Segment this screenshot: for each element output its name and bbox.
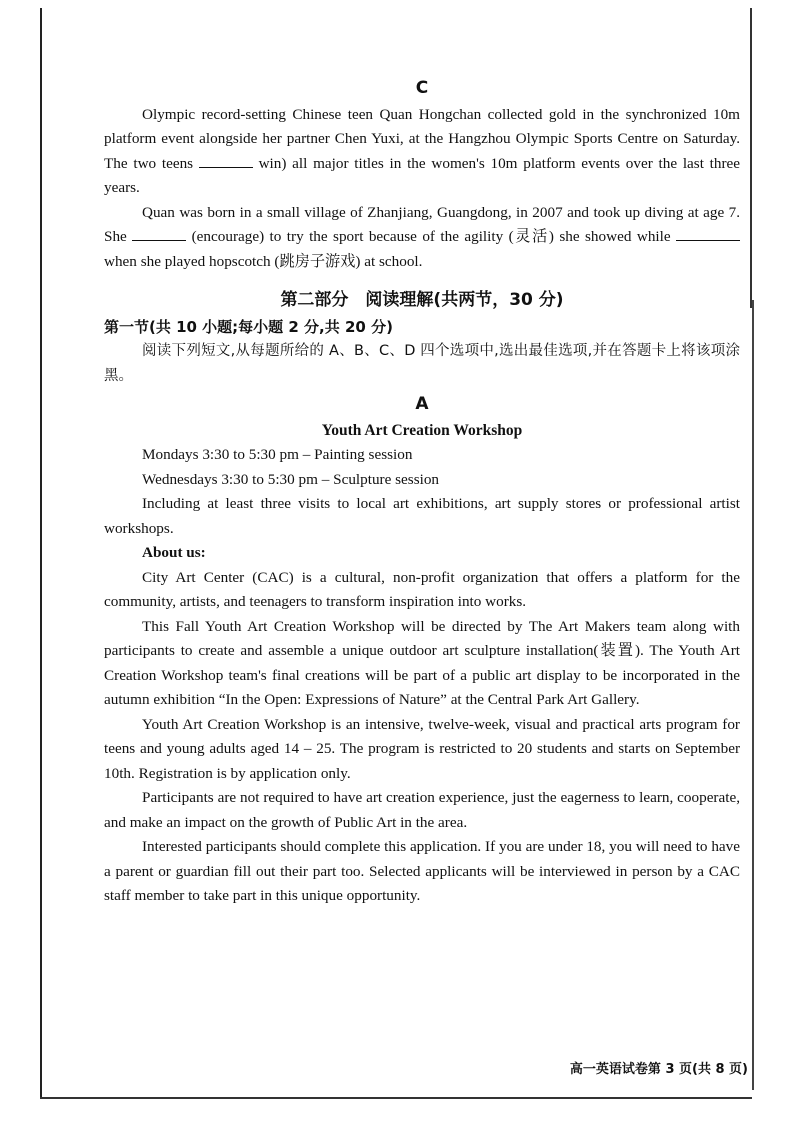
- page-content: [104, 76, 740, 909]
- passage-paragraph-2: This Fall Youth Art Creation Workshop will be directed by The Art Makers team along with participants to create and assemble a unique outdoor art sculpture installation(装置). The Youth Art Creation Workshop team's final creations will be part of a public art display to be incorporated in the autumn exhibition “In the Open: Expressions of Nature” at the Central Park Art Gallery.: [104, 617, 740, 708]
- schedule-wednesday: Wednesdays 3:30 to 5:30 pm – Sculpture session: [142, 470, 440, 488]
- section-c-p1-text-b: win) all major titles in the women's 10m platform events over the last three years.: [104, 154, 741, 196]
- section-c-letter: C: [415, 78, 429, 98]
- section-c-p2-text-b: (encourage) to try the sport because of the agility (灵活) she showed while: [191, 228, 671, 245]
- page-footer: 高一英语试卷第 3 页(共 8 页): [569, 1062, 748, 1077]
- including-text: Including at least three visits to local art exhibitions, art supply stores or professional artist workshops.: [104, 495, 740, 537]
- section-c-p2-text-c: when she played hopscotch (跳房子游戏) at school.: [104, 252, 423, 270]
- section-one-title: 第一节(共 10 小题;每小题 2 分,共 20 分): [104, 317, 393, 336]
- page-border-bottom: [40, 1097, 752, 1099]
- page-border-right-top: [750, 8, 752, 308]
- section-c-p1-text-a: Olympic record-setting Chinese teen Quan Hongchan collected gold in the synchronized 10m platform event alongside her partner Chen Yuxi, at the Hangzhou Olympic Sports Centre on Saturday. The two teens: [104, 105, 740, 172]
- section-c-paragraph-2: [104, 201, 740, 275]
- passage-title: Youth Art Creation Workshop: [321, 421, 523, 439]
- about-heading: About us:: [142, 544, 206, 561]
- section-c-paragraph-1: [104, 103, 740, 201]
- passage-paragraph-5: Interested participants should complete this application. If you are under 18, you will need to have a parent or guardian fill out their part too. Selected applicants will be interviewed in person by a CAC staff member to take part in this unique opportunity.: [104, 838, 740, 904]
- passage-a-letter: A: [415, 394, 429, 414]
- part-two-title: 第二部分 阅读理解(共两节，30 分): [280, 290, 564, 310]
- passage-paragraph-3: Youth Art Creation Workshop is an intensive, twelve-week, visual and practical arts program for teens and young adults aged 14 – 25. The program is restricted to 20 students and starts on September 10th. Registration is by application only.: [104, 715, 740, 782]
- page-border-left: [40, 8, 42, 1098]
- answer-blank[interactable]: [132, 226, 186, 241]
- passage-paragraph-4: Participants are not required to have art creation experience, just the eagerness to learn, cooperate, and make an impact on the growth of Public Art in the area.: [104, 789, 740, 831]
- schedule-monday: Mondays 3:30 to 5:30 pm – Painting session: [142, 446, 413, 463]
- page-border-right-bottom: [752, 300, 754, 1090]
- passage-paragraph-1: City Art Center (CAC) is a cultural, non-profit organization that offers a platform for the community, artists, and teenagers to transform inspiration into works.: [104, 568, 740, 610]
- section-c-p2-text-a: Quan was born in a small village of Zhanjiang, Guangdong, in 2007 and took up diving at age 7. She: [104, 203, 740, 245]
- answer-blank[interactable]: [199, 153, 253, 168]
- instructions: 阅读下列短文,从每题所给的 A、B、C、D 四个选项中,选出最佳选项,并在答题卡上将该项涂黑。: [104, 343, 740, 384]
- answer-blank[interactable]: [676, 226, 740, 241]
